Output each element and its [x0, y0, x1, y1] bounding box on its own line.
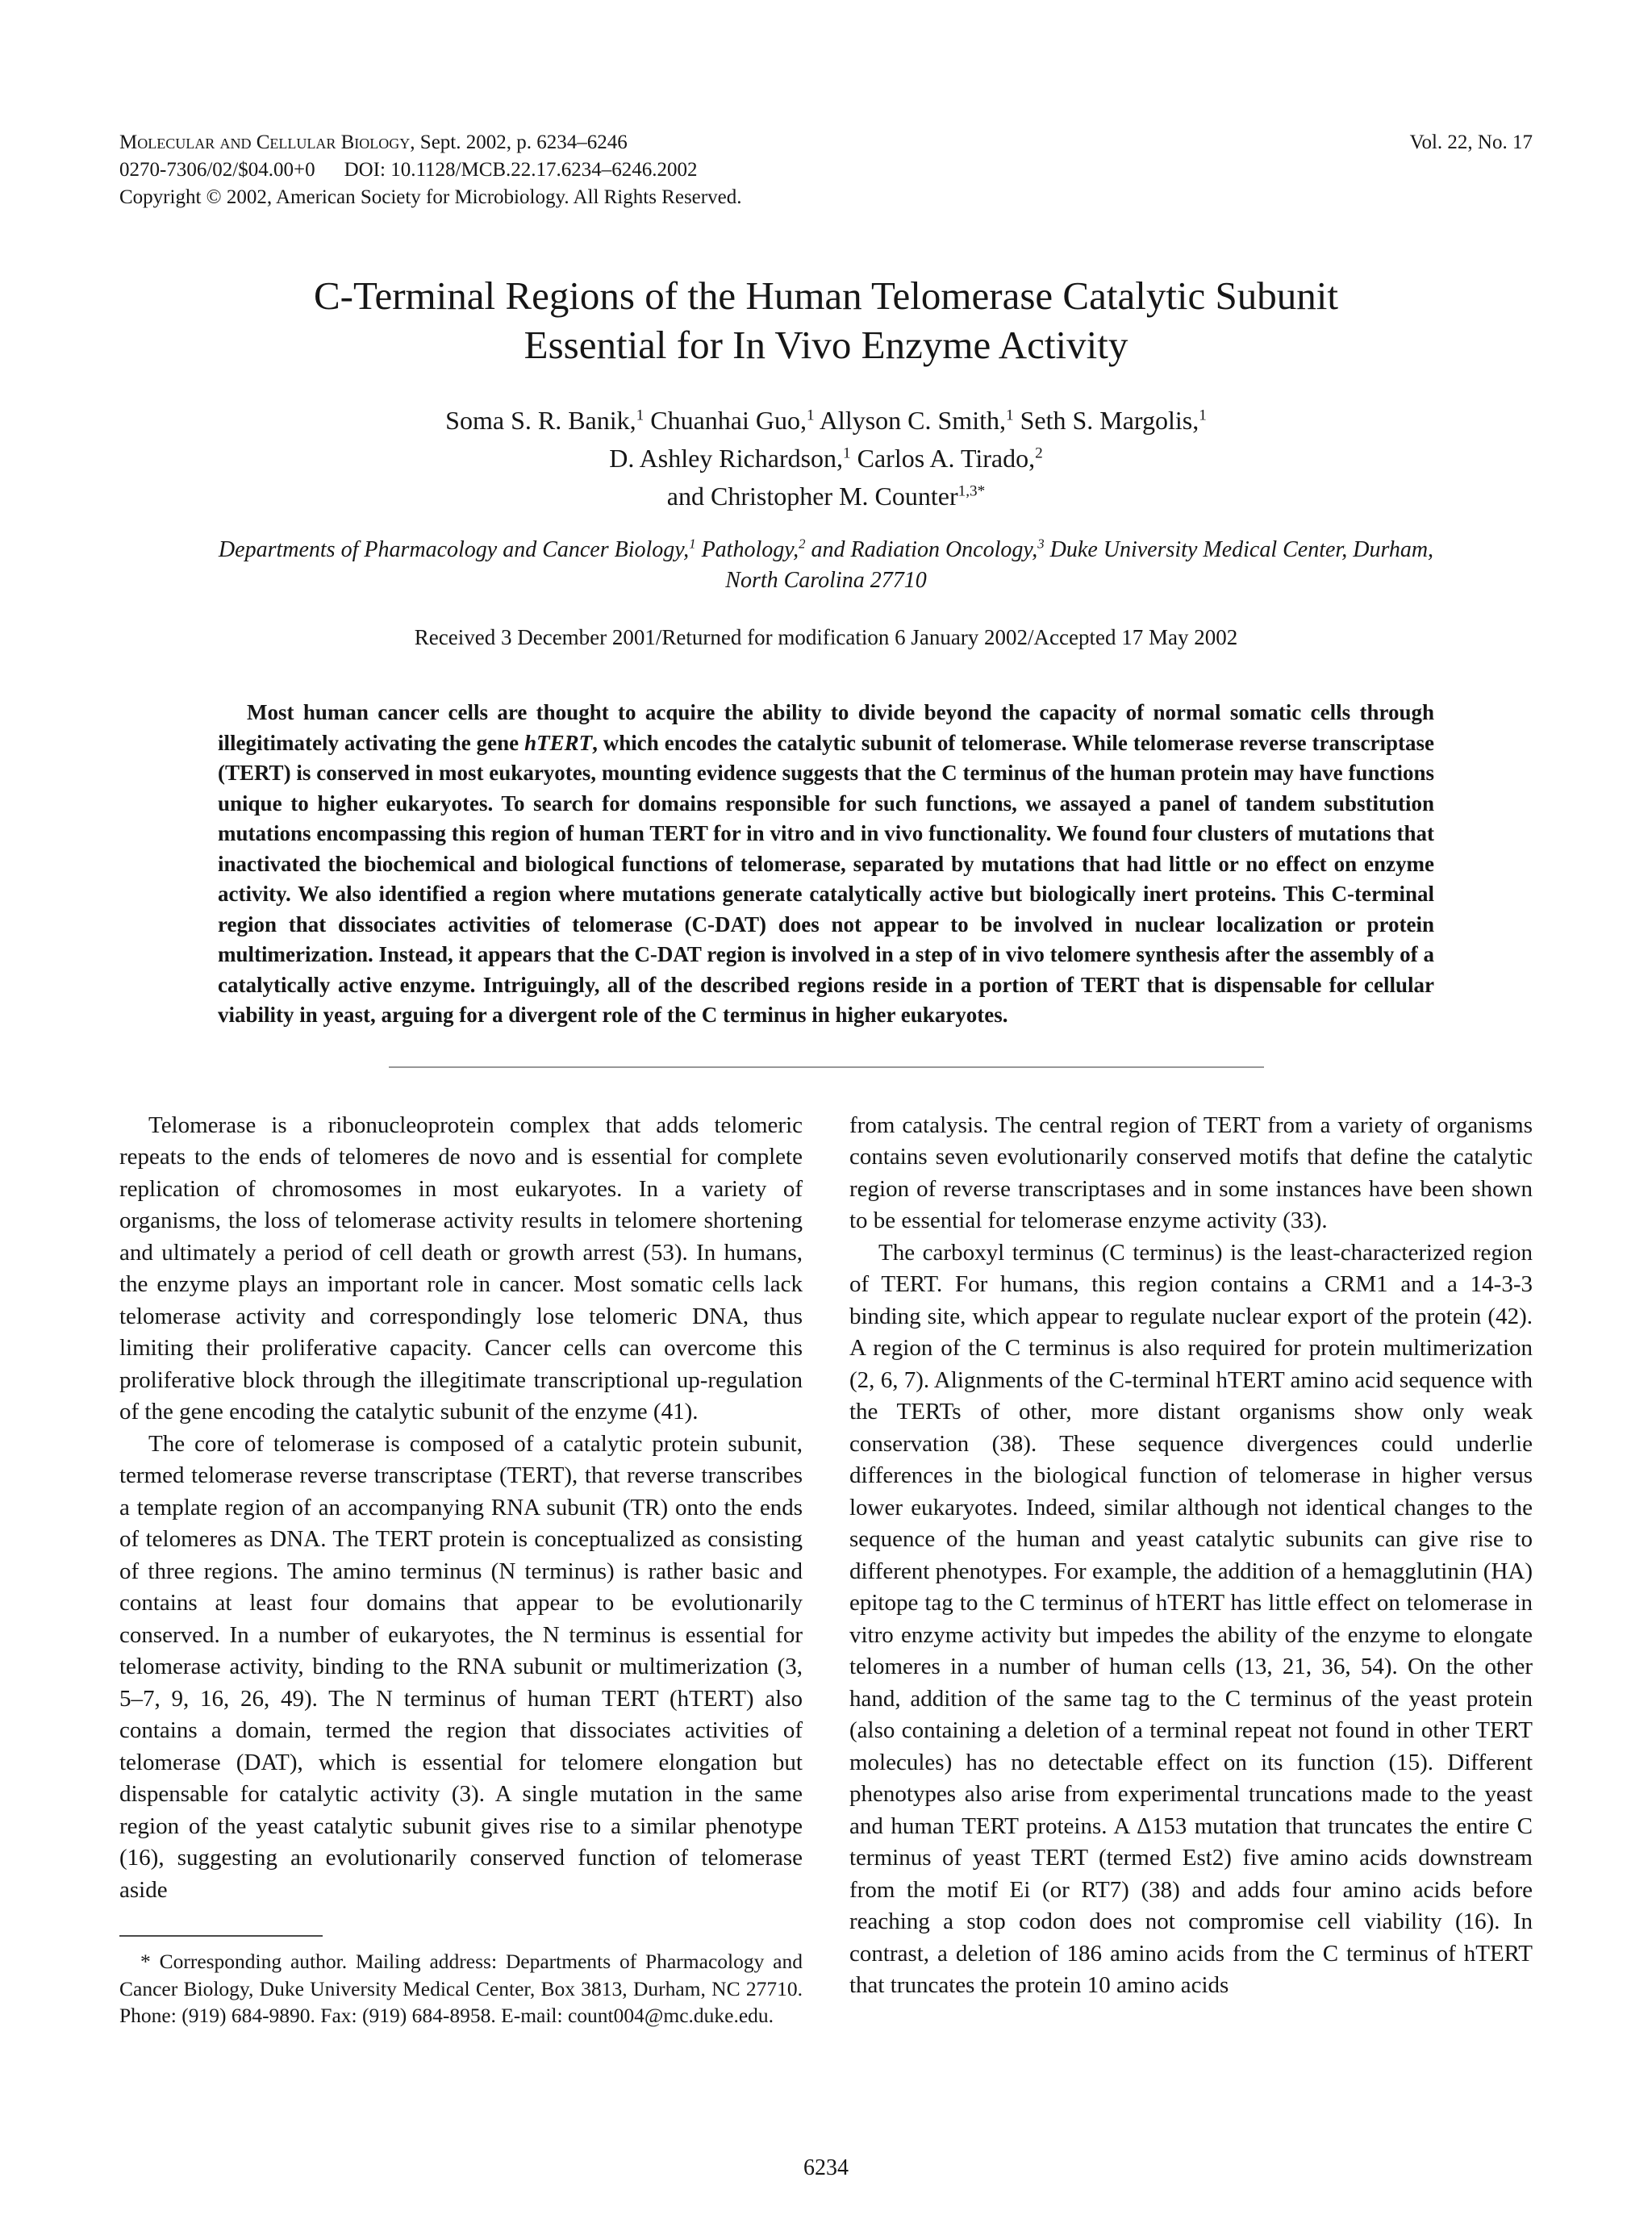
issn-doi-line: [119, 156, 1533, 184]
author: Allyson C. Smith,$^1$: [814, 406, 1014, 435]
column-right: [849, 1110, 1533, 2029]
page-number: 6234: [803, 2155, 849, 2180]
affiliation: [197, 535, 1455, 596]
author: D. Ashley Richardson,$^1$: [609, 444, 851, 473]
author-line-3: [119, 478, 1533, 515]
author-affil-mark: 1: [806, 407, 815, 424]
copyright-line: Copyright © 2002, American Society for Microbiology. All Rights Reserved.: [119, 186, 742, 208]
affiliation-segment: Duke University Medical Center, Durham, North Carolina 27710: [725, 537, 1434, 593]
author-line-1: [119, 402, 1533, 440]
doi: DOI: 10.1128/MCB.22.17.6234–6246.2002: [344, 159, 698, 181]
page-title: [119, 271, 1533, 369]
author-line-2: [119, 440, 1533, 478]
issn-code: 0270-7306/02/$04.00+0: [119, 159, 315, 181]
affiliation-segment: and Radiation Oncology,$^3$: [805, 536, 1045, 562]
author: Chuanhai Guo,$^1$: [644, 406, 815, 435]
abstract-text: , which encodes the catalytic subunit of telomerase. While telomerase reverse transcriptase (TERT) is conserved in most eukaryotes, mounting evidence suggests that the C terminus of the human protein may have functions unique to higher eukaryotes. To search for domains responsible for such functions, we assayed a panel of tandem substitution mutations encompassing this region of human TERT for in vitro and in vivo functionality. We found four clusters of mutations that inactivated the biochemical and biological functions of telomerase, separated by mutations that had little or no effect on enzyme activity. We also identified a region where mutations generate catalytically active but biologically inert proteins. This C-terminal region that dissociates activities of telomerase (C-DAT) does not appear to be involved in nuclear localization or protein multimerization. Instead, it appears that the C-DAT region is involved in a step of in vivo telomere synthesis after the assembly of a catalytically active enzyme. Intriguingly, all of the described regions reside in a portion of TERT that is dispensable for cellular viability in yeast, arguing for a divergent role of the C terminus in higher eukaryotes.: [218, 730, 1435, 1027]
masthead: [119, 129, 1533, 211]
author-affil-mark: 1: [1005, 407, 1014, 424]
abstract-divider: [389, 1066, 1264, 1068]
footnote-rule: [119, 1935, 323, 1937]
corresponding-author-footnote: [119, 1906, 803, 2029]
gene-name-htert: hTERT: [524, 730, 593, 755]
author-affil-mark: 1,3*: [957, 482, 986, 500]
paragraph-c-terminus: The carboxyl terminus (C terminus) is the least-characterized region of TERT. For humans, this region contains a CRM1 and a 14-3-3 binding site, which appear to regulate nuclear export of the protein (42). A region of the C terminus is also required for protein multimerization (2, 6, 7). Alignments of the C-terminal hTERT amino acid sequence with the TERTs of other, more distant organisms show only weak conservation (38). These sequence divergences could underlie differences in the biological function of telomerase in higher versus lower eukaryotes. Indeed, similar although not identical changes to the sequence of the human and yeast catalytic subunits can give rise to different phenotypes. For example, the addition of a hemagglutinin (HA) epitope tag to the C terminus of hTERT has little effect on telomerase in vitro enzyme activity but impedes the ability of the enzyme to elongate telomeres in a number of human cells (13, 21, 36, 54). On the other hand, addition of the same tag to the C terminus of the yeast protein (also containing a deletion of a terminal repeat not found in other TERT molecules) has no detectable effect on its function (15). Different phenotypes also arise from experimental truncations made to the yeast and human TERT proteins. A Δ153 mutation that truncates the entire C terminus of yeast TERT (termed Est2) five amino acids downstream from the motif Ei (or RT7) (38) and adds four amino acids before reaching a stop codon does not compromise cell viability (16). In contrast, a deletion of 186 amino acids from the C terminus of hTERT that truncates the protein 10 amino acids: [849, 1239, 1533, 1998]
author: Soma S. R. Banik,$^1$: [445, 406, 645, 435]
paragraph-intro: Telomerase is a ribonucleoprotein complex that adds telomeric repeats to the ends of telomeres de novo and is essential for complete replication of chromosomes in most eukaryotes. In a variety of organisms, the loss of telomerase activity results in telomere shortening and ultimately a period of cell death or growth arrest (53). In humans, the enzyme plays an important role in cancer. Most somatic cells lack telomerase activity and correspondingly lose telomeric DNA, thus limiting their proliferative capacity. Cancer cells can overcome this proliferative block through the illegitimate transcriptional up-regulation of the gene encoding the catalytic subunit of the enzyme (41).: [119, 1112, 803, 1425]
author: and Christopher M. Counter$^{1,3*}$: [666, 482, 986, 511]
author: Seth S. Margolis,$^1$: [1013, 406, 1207, 435]
affiliation-segment: Pathology,$^2$: [695, 536, 806, 562]
author-affil-mark: 1: [1199, 407, 1207, 424]
author: Carlos A. Tirado,$^2$: [850, 444, 1043, 473]
abstract: [218, 698, 1434, 1031]
volume-issue: Vol. 22, No. 17: [1409, 131, 1533, 153]
title-line-2: Essential for In Vivo Enzyme Activity: [524, 323, 1128, 367]
title-line-1: C-Terminal Regions of the Human Telomerase Catalytic Subunit: [313, 273, 1339, 318]
issue-info: Sept. 2002, p. 6234–6246: [415, 131, 628, 153]
received-line: Received 3 December 2001/Returned for modification 6 January 2002/Accepted 17 May 2002: [414, 625, 1238, 649]
journal-name: Molecular and Cellular Biology,: [119, 131, 415, 153]
column-left: [119, 1110, 803, 2029]
author-affil-mark: 1: [636, 407, 645, 424]
footnote-text: * Corresponding author. Mailing address: Departments of Pharmacology and Cancer Biology, Duke University Medical Center, Box 3813, Durham, NC 27710. Phone: (919) 684-9890. Fax: (919) 684-8958. E-mail: count004@mc.duke.edu.: [119, 1950, 803, 2027]
author-list: [119, 402, 1533, 515]
author-affil-mark: 1: [843, 444, 851, 462]
author-affil-mark: 2: [1035, 444, 1043, 462]
paragraph-continuation: from catalysis. The central region of TERT from a variety of organisms contains seven evolutionarily conserved motifs that define the catalytic region of reverse transcriptases and in some instances have been shown to be essential for telomerase enzyme activity (33).: [849, 1112, 1533, 1233]
masthead-row-1: [119, 129, 1533, 156]
abstract-text: Most human cancer cells are thought to acquire the ability to divide beyond the capacity of normal somatic cells through illegitimately activating the gene: [218, 700, 1434, 755]
journal-citation: [119, 129, 628, 156]
affiliation-segment: Departments of Pharmacology and Cancer Biology,$^1$: [218, 536, 696, 562]
paragraph-telomerase-core: The core of telomerase is composed of a catalytic protein subunit, termed telomerase reverse transcriptase (TERT), that reverse transcribes a template region of an accompanying RNA subunit (TR) onto the ends of telomeres as DNA. The TERT protein is conceptualized as consisting of three regions. The amino terminus (N terminus) is rather basic and contains at least four domains that appear to be evolutionarily conserved. In a number of eukaryotes, the N terminus is essential for telomerase activity, binding to the RNA subunit or multimerization (3, 5–7, 9, 16, 26, 49). The N terminus of human TERT (hTERT) also contains a domain, termed the region that dissociates activities of telomerase (DAT), which is essential for telomere elongation but dispensable for catalytic activity (3). A single mutation in the same region of the yeast catalytic subunit gives rise to a similar phenotype (16), suggesting an evolutionarily conserved function of telomerase aside: [119, 1430, 803, 1903]
article-body: [119, 1110, 1533, 2029]
